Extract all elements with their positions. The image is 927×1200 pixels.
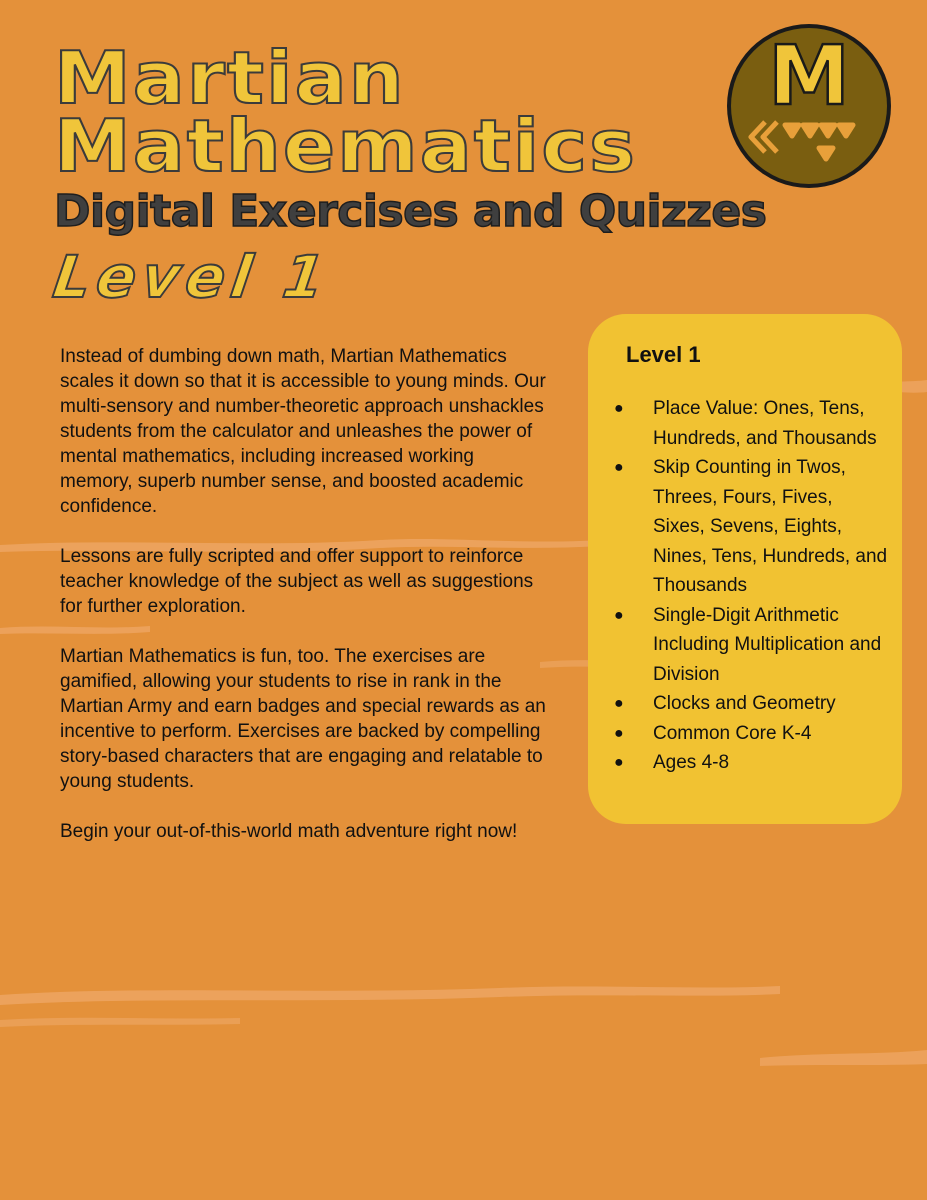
topic-list [588, 394, 888, 778]
list-item [588, 719, 888, 749]
list-item [588, 601, 888, 690]
martian-mathematics-logo-icon [725, 22, 893, 190]
description [60, 344, 550, 869]
list-item-text: Skip Counting in Twos, Threes, Fours, Fives, Sixes, Sevens, Eights, Nines, Tens, Hundreds, and Thousands [653, 457, 888, 596]
list-item-text: Place Value: Ones, Tens, Hundreds, and Thousands [653, 398, 877, 449]
bullet-icon: ● [614, 724, 624, 742]
list-item-text: Common Core K-4 [653, 722, 812, 744]
bullet-icon: ● [614, 459, 624, 476]
bullet-icon: ● [614, 695, 624, 712]
list-item-text: Clocks and Geometry [653, 693, 836, 714]
title-martian: Martian [54, 36, 406, 120]
streak [0, 1018, 240, 1027]
paragraph-cta: Begin your out-of-this-world math adventure right now! [60, 821, 518, 842]
paragraph-lessons: Lessons are fully scripted and offer support to reinforce teacher knowledge of the subject as well as suggestions for further exploration. [60, 546, 534, 617]
card-title: Level 1 [626, 342, 701, 367]
streak [760, 1050, 927, 1066]
title-mathematics: Mathematics [54, 104, 638, 188]
level-heading: Level 1 [49, 243, 335, 311]
list-item [588, 689, 888, 719]
list-item-text: Ages 4-8 [653, 752, 730, 773]
bullet-icon: ● [614, 606, 624, 624]
list-item-text: Single-Digit Arithmetic Including Multiplication and Division [653, 604, 882, 685]
list-item [588, 748, 888, 778]
level-summary-card [588, 314, 902, 824]
streak [0, 986, 780, 1005]
list-item [588, 453, 888, 601]
bullet-icon: ● [614, 400, 624, 417]
logo-letter: M [768, 29, 850, 124]
bullet-icon: ● [614, 754, 624, 771]
subtitle: Digital Exercises and Quizzes [54, 186, 767, 237]
paragraph-gamified: Martian Mathematics is fun, too. The exercises are gamified, allowing your students to rise in rank in the Martian Army and earn badges and special rewards as an incentive to perform. Exercises are backed by compelling story-based characters that are engaging and relatable to young students. [60, 646, 546, 792]
paragraph-intro: Instead of dumbing down math, Martian Mathematics scales it down so that it is accessible to young minds. Our multi-sensory and number-theoretic approach unshackles students from the calculator and unleashes the power of mental mathematics, including increased working memory, superb number sense, and boosted academic confidence. [60, 346, 546, 517]
list-item [588, 394, 888, 453]
